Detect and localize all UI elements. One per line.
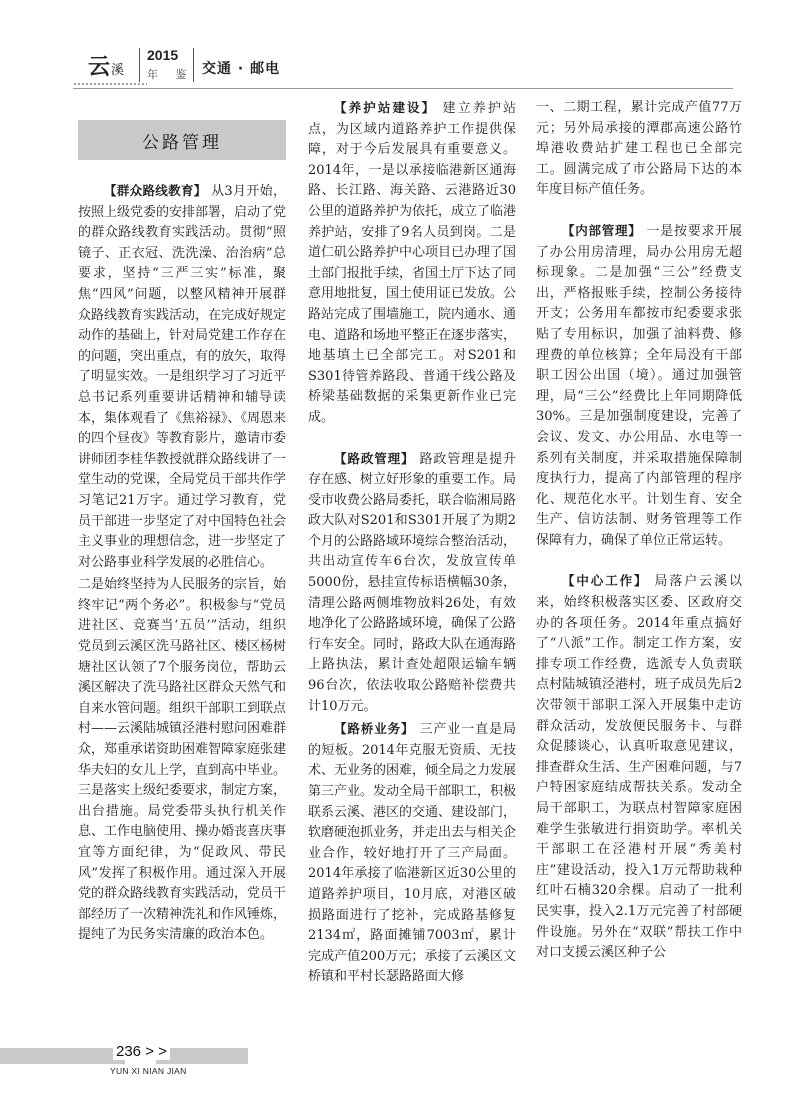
paragraph-heading: 【群众路线教育】: [104, 183, 207, 198]
logo-sub: 溪: [111, 63, 125, 78]
paragraph-body: 一是按要求开展了办公用房清理，局办公用房无超标现象。二是加强“三公”经费支出，严格报账手续，控制公务接待开支；公务用车都按市纪委要求张贴了专用标识，加强了油料费、修理费的单位核算；全年局没有干部职工因公出国（境）。通过加强管理，局“三公”经费比上年同期降低30%。三是加强制度建设，完善了会议、发文、办公用品、水电等一系列有关制度，并采取措施保障制度执行力，提高了内部管理的程序化、规范化水平。计划生育、安全生产、信访法制、财务管理等工作保障有力，确保了单位正常运转。: [536, 223, 742, 548]
paragraph-body: 建立养护站点，为区域内道路养护工作提供保障，对于今后发展具有重要意义。2014年，一是以承接临港新区通海路、长江路、海关路、云港路近30公里的道路养护为依托，成立了临港养护站，安排了9名人员到岗。二是道仁矶公路养护中心项目已办理了国土部门报批手续，省国土厅下达了同意用地批复，国土使用证已发放。公路站完成了围墙施工，院内通水、通电、道路和场地平整正在逐步落实，地基填土已全部完工。对S201和S301待管养路段、普通干线公路及桥梁基础数据的采集更新作业已完成。: [308, 101, 517, 425]
paragraph-body: 从3月开始，按照上级党委的安排部署，启动了党的群众路线教育实践活动。贯彻“照镜子、正衣冠、洗洗澡、治治病”总要求，坚持“三严三实”标准，聚焦“四风”问题，以整风精神开展群众路线教育实践活动，在完成好规定动作的基础上，针对局党建工作存在的问题，突出重点，有的放矢，取得了明显实效。一是组织学习了习近平总书记系列重要讲话精神和辅导读本，集体观看了《焦裕禄》、《周恩来的四个昼夜》等教育影片，邀请市委讲师团李桂华教授就群众路线讲了一堂生动的党课，全局党员干部共作学习笔记21万字。通过学习教育，党员干部进一步坚定了对中国特色社会主义事业的理想信念，进一步坚定了对公路事业科学发展的必胜信心。: [78, 184, 287, 570]
yearbook-logo: [88, 50, 124, 81]
paragraph-body: 三产业一直是局的短板。2014年克服无资质、无技术、无业务的困难，倾全局之力发展第三产业。发动全局干部职工，积极联系云溪、港区的交通、建设部门，软磨硬泡抓业务，并走出去与相关企业合作，较好地打开了三产局面。2014年承接了临港新区近30公里的道路养护项目，10月底，对港区破损路面进行了挖补，完成路基修复2134㎡，路面摊铺7003㎡，累计完成产值200万元；承接了云溪区文桥镇和平村长瑟路路面大修: [308, 722, 517, 985]
text-column-2: [308, 98, 516, 988]
paragraph-continued: [536, 98, 742, 201]
header-divider: [193, 48, 194, 82]
paragraph-continued: [78, 575, 286, 946]
paragraph-road-administration: [308, 449, 516, 718]
running-header: [0, 0, 805, 96]
header-divider: [139, 48, 140, 82]
header-yearbook-label: 年 鉴: [147, 68, 194, 81]
paragraph-central-work: [536, 571, 742, 963]
paragraph-body: 路政管理是提升存在感、树立好形象的重要工作。局受市收费公路局委托，联合临湘局路政大队对S201和S301开展了为期2个月的公路路域环境综合整治活动，共出动宣传车6台次，发放宣传单5000份，悬挂宣传标语横幅30条，清理公路两侧堆物放料26处，有效地净化了公路路域环境，确保了公路行车安全。同时，路政大队在通海路上路执法，累计查处超限运输车辆96台次，依法收取公路赔补偿费共计10万元。: [308, 451, 517, 714]
paragraph-mass-line-education: [78, 181, 286, 573]
paragraph-maintenance-station: [308, 98, 516, 429]
text-column-1: [78, 181, 286, 946]
paragraph-heading: 【内部管理】: [562, 222, 642, 238]
paragraph-heading: 【养护站建设】: [334, 100, 437, 115]
paragraph-body: 二是始终坚持为人民服务的宗旨，始终牢记“两个务必”。积极参与“党员进社区、竞赛当‘五员’”活动，组织党员到云溪区洗马路社区、楼区杨树塘社区认领了7个服务岗位，帮助云溪区解决了洗马路社区群众天然气和自来水管问题。组织干部职工到联点村——云溪陆城镇泾港村慰问困难群众，郑重承诺资助困难智障家庭张建华夫妇的女儿上学，直到高中毕业。三是落实上级纪委要求，制定方案，出台措施。局党委带头执行机关作息、工作电脑使用、操办婚丧喜庆事宜等方面纪律，为“促政风、带民风”发挥了积极作用。通过深入开展党的群众路线教育实践活动，党员干部经历了一次精神洗礼和作风锤炼，提纯了为民务实清廉的政治本色。: [78, 577, 287, 943]
header-section-name: 交通 · 邮电: [202, 61, 281, 77]
paragraph-heading: 【路政管理】: [334, 450, 415, 466]
page-number: 236 > >: [113, 1043, 170, 1060]
paragraph-heading: 【路桥业务】: [334, 721, 415, 737]
paragraph-heading: 【中心工作】: [562, 573, 649, 589]
paragraph-road-bridge-business: [308, 719, 516, 988]
logo-main: 云: [88, 54, 111, 80]
header-year: 2015: [147, 47, 179, 63]
header-rule: [73, 88, 733, 89]
footer-pinyin-title: YUN XI NIAN JIAN: [110, 1066, 187, 1076]
footer-bar: [0, 1048, 125, 1064]
text-column-3: [536, 98, 742, 964]
paragraph-internal-management: [536, 221, 742, 552]
paragraph-body: 局落户云溪以来，始终积极落实区委、区政府交办的各项任务。2014年重点搞好了“八派”工作。制定工作方案，安排专项工作经费，选派专人负责联点村陆城镇泾港村，班子成员先后2次带领干部职工深入开展集中走访群众活动，发放便民服务卡、与群众促膝谈心，认真听取意见建议，排查群众生活、生产困难问题，与7户特困家庭结成帮扶关系。发动全局干部职工，为联点村智障家庭困难学生张敏进行捐资助学。率机关干部职工在泾港村开展“秀美村庄”建设活动，投入1万元帮助栽种红叶石楠320余棵。启动了一批利民实事，投入2.1万元完善了村部硬件设施。另外在“双联”帮扶工作中对口支援云溪区种子公: [536, 574, 742, 961]
article-title: [78, 120, 286, 160]
article-title-text: 公路管理: [142, 132, 222, 153]
paragraph-body: 一、二期工程，累计完成产值77万元；另外局承接的潭郡高速公路竹埠港收费站扩建工程也已全部完工。圆满完成了市公路局下达的本年度目标产值任务。: [536, 100, 742, 198]
header-dot-pattern: [73, 82, 147, 87]
